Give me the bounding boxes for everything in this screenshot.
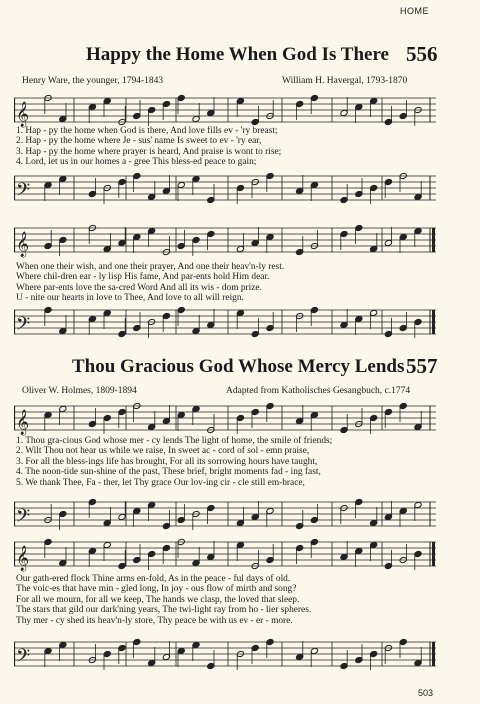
lyrics-block <box>16 126 436 168</box>
music-staff-treble <box>14 400 436 436</box>
music-staff-bass <box>14 636 436 672</box>
lyric-line: 3. Hap - py the home where prayer is heard, And praise is wont to rise; <box>16 146 282 157</box>
lyric-line: 5. We thank Thee, Fa - ther, let Thy grace Our lov-ing cir - cle still em-brace, <box>16 477 305 488</box>
hymn-composer: William H. Havergal, 1793-1870 <box>282 76 408 86</box>
lyric-line: U - nite our hearts in love to Thee, And love to all will reign. <box>16 293 244 304</box>
lyric-line: 2. Hap - py the home where Je - sus' name Is sweet to ev - 'ry ear, <box>16 136 262 147</box>
lyric-line: For all we mourn, for all we keep, The hands we clasp, the loved that sleep. <box>16 594 300 605</box>
page-number: 503 <box>418 688 434 698</box>
bass-clef-icon: 𝄢 <box>16 506 31 531</box>
lyric-line: 1. Hap - py the home when God is there, And love fills ev - 'ry breast; <box>16 126 278 136</box>
lyric-line: 3. For all the bless-ings life has brought, For all its sorrowing hours have taught, <box>16 456 318 467</box>
lyric-line: 1. Thou gra-cious God whose mer - cy lends The light of home, the smile of friends; <box>16 436 333 446</box>
lyric-line: Thy mer - cy shed its heav'n-ly store, Thy peace be with us ev - er - more. <box>16 615 293 626</box>
lyric-line: 4. Lord, let us in our homes a - gree This bless-ed peace to gain; <box>16 157 257 168</box>
music-staff-bass <box>14 496 436 532</box>
lyric-line: 2. Wilt Thou not hear us while we raise, In sweet ac - cord of sol - emn praise, <box>16 446 310 457</box>
hymn-title: Thou Gracious God Whose Mercy Lends <box>72 356 405 377</box>
section-label: HOME <box>400 6 429 16</box>
treble-clef-icon: 𝄞 <box>16 232 30 257</box>
treble-clef-icon: 𝄞 <box>16 546 30 571</box>
music-staff-treble <box>14 92 436 128</box>
lyrics-block <box>16 436 436 488</box>
hymn-composer: Adapted from Katholisches Gesangbuch, c.1774 <box>226 386 411 396</box>
treble-clef-icon: 𝄞 <box>16 410 30 435</box>
final-barline <box>432 310 435 334</box>
hymn-title: Happy the Home When God Is There <box>86 44 389 65</box>
lyric-line: When one their wish, and one their prayer, And one their heav'n-ly rest. <box>16 262 285 272</box>
final-barline <box>432 642 435 666</box>
hymn-number: 557 <box>406 354 438 378</box>
lyric-line: The stars that gild our dark'ning years, The twi-light ray from ho - lier spheres. <box>16 605 312 616</box>
final-barline <box>432 228 435 252</box>
lyric-line: 4. The noon-tide sun-shine of the past, These brief, bright moments fad - ing fast, <box>16 467 321 478</box>
music-staff-bass <box>14 304 436 340</box>
final-barline <box>432 542 435 566</box>
hymn-number: 556 <box>406 42 438 66</box>
lyric-line: Where chil-dren ear - ly lisp His fame, And par-ents hold Him dear. <box>16 272 270 283</box>
lyric-line: Our gath-ered flock Thine arms en-fold, As in the peace - ful days of old. <box>16 574 291 584</box>
bass-clef-icon: 𝄢 <box>16 646 31 671</box>
treble-clef-icon: 𝄞 <box>16 102 30 127</box>
music-staff-treble <box>14 222 436 258</box>
hymn-author: Henry Ware, the younger, 1794-1843 <box>22 76 164 86</box>
lyric-line: The voic-es that have min - gled long, In joy - ous flow of mirth and song? <box>16 584 297 595</box>
music-staff-treble <box>14 536 436 572</box>
lyrics-block <box>16 574 436 626</box>
hymn-author: Oliver W. Holmes, 1809-1894 <box>22 386 137 396</box>
bass-clef-icon: 𝄢 <box>16 180 31 205</box>
music-staff-bass <box>14 170 436 206</box>
lyric-line: Where par-ents love the sa-cred Word And all its wis - dom prize. <box>16 282 262 293</box>
bass-clef-icon: 𝄢 <box>16 314 31 339</box>
lyrics-block <box>16 262 436 304</box>
